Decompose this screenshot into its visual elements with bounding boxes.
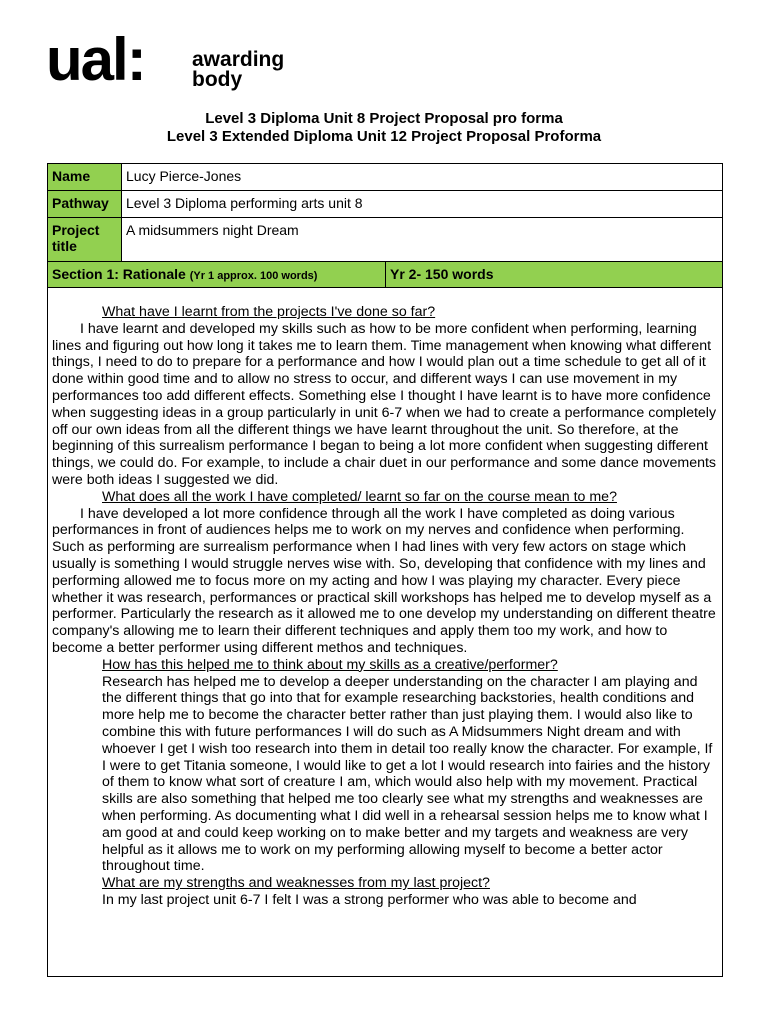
section-note: (Yr 1 approx. 100 words) (189, 270, 318, 282)
project-title-value: A midsummers night Dream (122, 218, 723, 262)
answer-1: I have learnt and developed my skills such as how to be more confident when performing, learning lines and figuring out how long it takes me to learn them. Time management when knowing what different things, I need to do to prepare for a performance and how I would plan out a time schedule to get all of it done within good time and to allow no stress to occur, and different ways I can use movement in my performances too add different effects. Something else I thought I have learnt is to have more confidence when suggesting ideas in a group particularly in unit 6-7 when we had to create a performance completely off our own ideas from all the different things we have learnt throughout the unit. So therefore, at the beginning of this surrealism performance I began to being a lot more confident when suggesting different things, we could do. For example, to include a chair duet in our performance and some dance movements were both ideas I suggested we did. (52, 320, 717, 488)
question-3-text: How has this helped me to think about my skills as a creative/performer? (102, 656, 558, 673)
question-4 (52, 875, 718, 892)
project-title-row (48, 218, 723, 262)
document-title-line1: Level 3 Diploma Unit 8 Project Proposal pro forma (205, 110, 563, 127)
question-2 (52, 489, 718, 506)
pathway-label: Pathway (48, 191, 122, 218)
question-3 (52, 657, 718, 674)
logo-line2: body (192, 68, 243, 91)
pathway-value: Level 3 Diploma performing arts unit 8 (122, 191, 723, 218)
question-2-text: What does all the work I have completed/ learnt so far on the course mean to me? (102, 488, 617, 505)
document-title-line2: Level 3 Extended Diploma Unit 12 Project Proposal Proforma (166, 128, 602, 145)
rationale-text (52, 304, 718, 909)
logo-line1: awarding (192, 48, 285, 71)
yr2-header: Yr 2- 150 words (386, 262, 723, 288)
answer-3: Research has helped me to develop a deeper understanding on the character I am playing and the different things that go into that for example researching backstories, health conditions and more help me to become the character better rather than just playing them. I would also like to combine this with future performances I will do such as A Midsummers Night dream and with whoever I get I wish too research into them in detail too really know the character. For example, If I were to get Titania someone, I would like to get a lot I would research into fairies and the history of them to know what sort of creature I am, which would also help with my movement. Practical skills are also something that helped me too clearly see what my strengths and weaknesses are when performing. As documenting what I did well in a rehearsal session helps me to know what I am good at and could keep working on to make better and my targets and weakness are very helpful as it allows me to work on my performing allowing myself to become a better actor throughout time. (102, 673, 713, 875)
project-title-label: Project title (48, 218, 122, 262)
name-row (48, 164, 723, 191)
answer-4: In my last project unit 6-7 I felt I was a strong performer who was able to become and (102, 891, 637, 908)
proposal-form-table (47, 163, 723, 977)
name-label: Name (48, 164, 122, 191)
answer-2: I have developed a lot more confidence through all the work I have completed as doing various performances in front of audiences helps me to work on my nerves and confidence when performing. Such as performing are surrealism performance when I had lines with very few actors on stage which usually is something I would struggle nerves wise with. So, developing that confidence with my lines and performing allowed me to focus more on my acting and how I was playing my character. Every piece whether it was research, performances or practical skill workshops has helped me to develop myself as a performer. Particularly the research as it allowed me to one develop my understanding on different theatre company's allowing me to learn their different techniques and apply them too my work, and how to become a better performer using different methos and techniques. (52, 505, 716, 656)
name-value: Lucy Pierce-Jones (122, 164, 723, 191)
logo-brand: ual: (46, 26, 145, 93)
rationale-body-row (48, 288, 723, 977)
section-label: Section 1: Rationale (52, 266, 186, 282)
pathway-row (48, 191, 723, 218)
logo-subtitle (192, 50, 284, 90)
question-4-text: What are my strengths and weaknesses from my last project? (102, 875, 490, 892)
question-1 (52, 304, 718, 321)
question-1-text: What have I learnt from the projects I've done so far? (102, 304, 436, 320)
section-header-row (48, 262, 723, 288)
rationale-body (48, 288, 723, 977)
section-rationale-header (48, 262, 386, 288)
